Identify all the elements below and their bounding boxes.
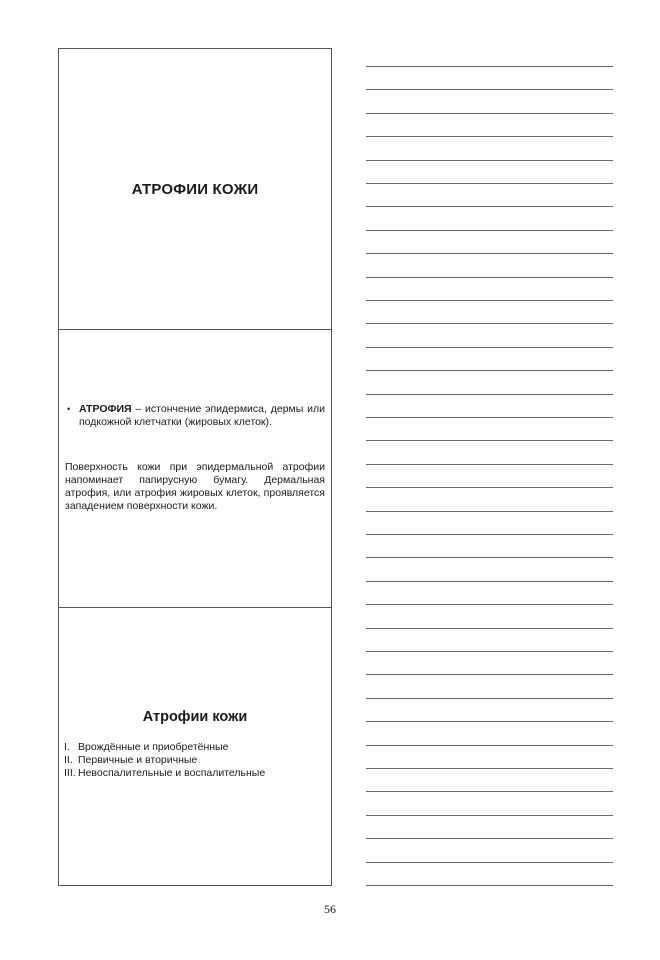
notes-lines	[366, 0, 613, 900]
note-line	[366, 113, 613, 114]
note-line	[366, 89, 613, 90]
definition-bullet	[67, 403, 325, 429]
slide-divider	[59, 607, 331, 608]
page-number: 56	[324, 902, 336, 916]
note-line	[366, 604, 613, 605]
note-line	[366, 674, 613, 675]
note-line	[366, 417, 613, 418]
description-paragraph: Поверхность кожи при эпидермальной атрофии напоминает папирусную бумагу. Дермальная атрофия, или атрофия жировых клеток, проявляется западением поверхности кожи.	[65, 461, 325, 512]
note-line	[366, 768, 613, 769]
note-line	[366, 183, 613, 184]
note-line	[366, 300, 613, 301]
classification-list	[64, 741, 330, 780]
list-item: II. Первичные и вторичные	[64, 754, 198, 766]
note-line	[366, 253, 613, 254]
note-line	[366, 160, 613, 161]
note-line	[366, 487, 613, 488]
note-line	[366, 745, 613, 746]
note-line	[366, 791, 613, 792]
note-line	[366, 394, 613, 395]
note-line	[366, 557, 613, 558]
note-line	[366, 511, 613, 512]
note-line	[366, 464, 613, 465]
note-line	[366, 838, 613, 839]
note-line	[366, 230, 613, 231]
slides-panel	[58, 48, 332, 886]
list-item: I. Врождённые и приобретённые	[64, 741, 229, 753]
note-line	[366, 581, 613, 582]
note-line	[366, 815, 613, 816]
definition-text: – истончение эпидермиса, дермы или подкожной клетчатки (жировых клеток).	[79, 403, 325, 428]
note-line	[366, 370, 613, 371]
note-line	[366, 651, 613, 652]
definition-term: АТРОФИЯ	[79, 403, 132, 415]
bullet-icon: •	[67, 404, 71, 414]
note-line	[366, 885, 613, 886]
note-line	[366, 698, 613, 699]
note-line	[366, 347, 613, 348]
slide-divider	[59, 329, 331, 330]
slide-title-atrophy: АТРОФИИ КОЖИ	[131, 181, 259, 198]
note-line	[366, 136, 613, 137]
note-line	[366, 440, 613, 441]
list-item: III. Невоспалительные и воспалительные	[64, 767, 266, 779]
note-line	[366, 277, 613, 278]
note-line	[366, 628, 613, 629]
note-line	[366, 66, 613, 67]
note-line	[366, 862, 613, 863]
note-line	[366, 534, 613, 535]
note-line	[366, 206, 613, 207]
note-line	[366, 323, 613, 324]
slide-title-classification: Атрофии кожи	[142, 709, 248, 725]
note-line	[366, 721, 613, 722]
